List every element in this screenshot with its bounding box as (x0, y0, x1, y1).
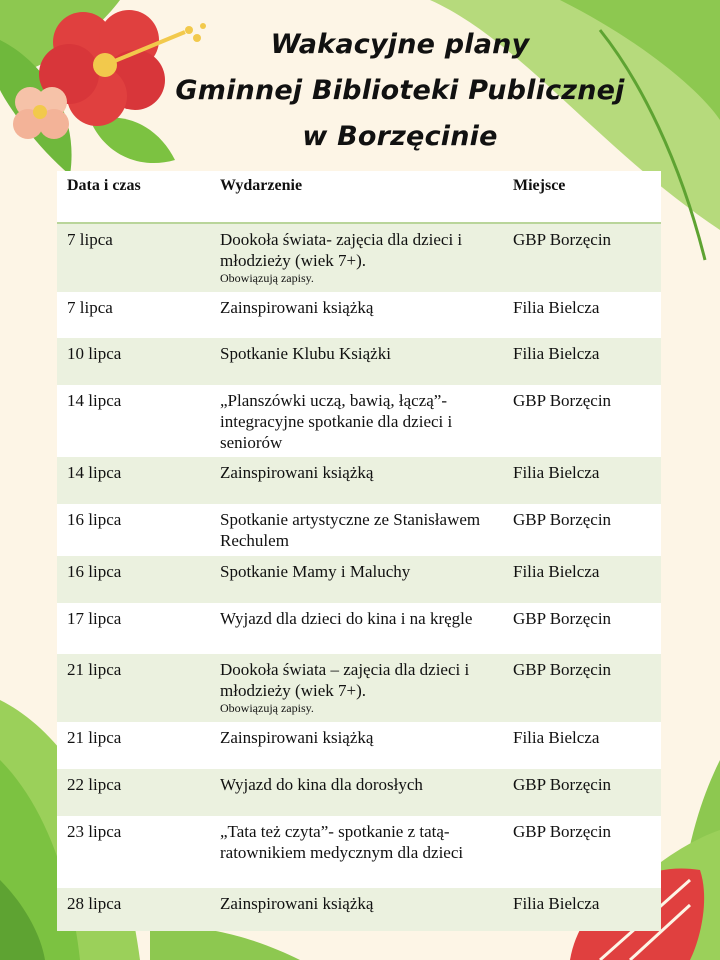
cell-place: GBP Borzęcin (503, 223, 661, 292)
cell-date: 14 lipca (57, 385, 210, 457)
cell-place: GBP Borzęcin (503, 654, 661, 722)
header-date: Data i czas (57, 171, 210, 223)
table-row (57, 457, 661, 504)
cell-place: Filia Bielcza (503, 338, 661, 385)
event-note: Obowiązują zapisy. (220, 271, 314, 285)
table-row (57, 888, 661, 931)
cell-date: 17 lipca (57, 603, 210, 654)
page-title (120, 22, 680, 160)
cell-event: Zainspirowani książką (210, 722, 503, 769)
table-row (57, 338, 661, 385)
table-header-row (57, 171, 661, 223)
cell-place: Filia Bielcza (503, 457, 661, 504)
cell-event (210, 223, 503, 292)
table-row (57, 722, 661, 769)
title-line-3: w Borzęcinie (302, 121, 498, 152)
cell-event: Spotkanie Klubu Książki (210, 338, 503, 385)
table-row (57, 816, 661, 888)
cell-event: Zainspirowani książką (210, 457, 503, 504)
header-event: Wydarzenie (210, 171, 503, 223)
cell-place: GBP Borzęcin (503, 504, 661, 556)
cell-event: Wyjazd do kina dla dorosłych (210, 769, 503, 816)
cell-event: „Tata też czyta”- spotkanie z tatą- ratownikiem medycznym dla dzieci (210, 816, 503, 888)
cell-date: 7 lipca (57, 292, 210, 338)
table-row (57, 223, 661, 292)
cell-date: 16 lipca (57, 556, 210, 603)
table-row (57, 769, 661, 816)
cell-place: Filia Bielcza (503, 722, 661, 769)
event-text: Dookoła świata- zajęcia dla dzieci i młodzieży (wiek 7+). (220, 230, 463, 270)
cell-date: 22 lipca (57, 769, 210, 816)
schedule-table (57, 171, 661, 931)
table-row (57, 654, 661, 722)
cell-event: Spotkanie Mamy i Maluchy (210, 556, 503, 603)
title-line-1: Wakacyjne plany (270, 29, 530, 60)
cell-date: 21 lipca (57, 654, 210, 722)
cell-date: 7 lipca (57, 223, 210, 292)
cell-place: GBP Borzęcin (503, 603, 661, 654)
title-line-2: Gminnej Biblioteki Publicznej (175, 75, 625, 106)
cell-date: 23 lipca (57, 816, 210, 888)
cell-place: GBP Borzęcin (503, 769, 661, 816)
table-row (57, 385, 661, 457)
event-text: Dookoła świata – zajęcia dla dzieci i młodzieży (wiek 7+). (220, 660, 470, 700)
cell-event: Zainspirowani książką (210, 292, 503, 338)
table-row (57, 292, 661, 338)
table-row (57, 603, 661, 654)
cell-event: Zainspirowani książką (210, 888, 503, 931)
cell-date: 28 lipca (57, 888, 210, 931)
table-row (57, 504, 661, 556)
cell-event (210, 654, 503, 722)
cell-date: 16 lipca (57, 504, 210, 556)
cell-date: 21 lipca (57, 722, 210, 769)
cell-place: Filia Bielcza (503, 556, 661, 603)
cell-event: „Planszówki uczą, bawią, łączą”- integracyjne spotkanie dla dzieci i seniorów (210, 385, 503, 457)
cell-place: Filia Bielcza (503, 292, 661, 338)
cell-place: Filia Bielcza (503, 888, 661, 931)
cell-date: 10 lipca (57, 338, 210, 385)
header-place: Miejsce (503, 171, 661, 223)
pink-flower-icon (13, 87, 69, 139)
cell-event: Spotkanie artystyczne ze Stanisławem Rechulem (210, 504, 503, 556)
cell-place: GBP Borzęcin (503, 816, 661, 888)
event-note: Obowiązują zapisy. (220, 701, 314, 715)
table-row (57, 556, 661, 603)
cell-place: GBP Borzęcin (503, 385, 661, 457)
cell-event: Wyjazd dla dzieci do kina i na kręgle (210, 603, 503, 654)
cell-date: 14 lipca (57, 457, 210, 504)
